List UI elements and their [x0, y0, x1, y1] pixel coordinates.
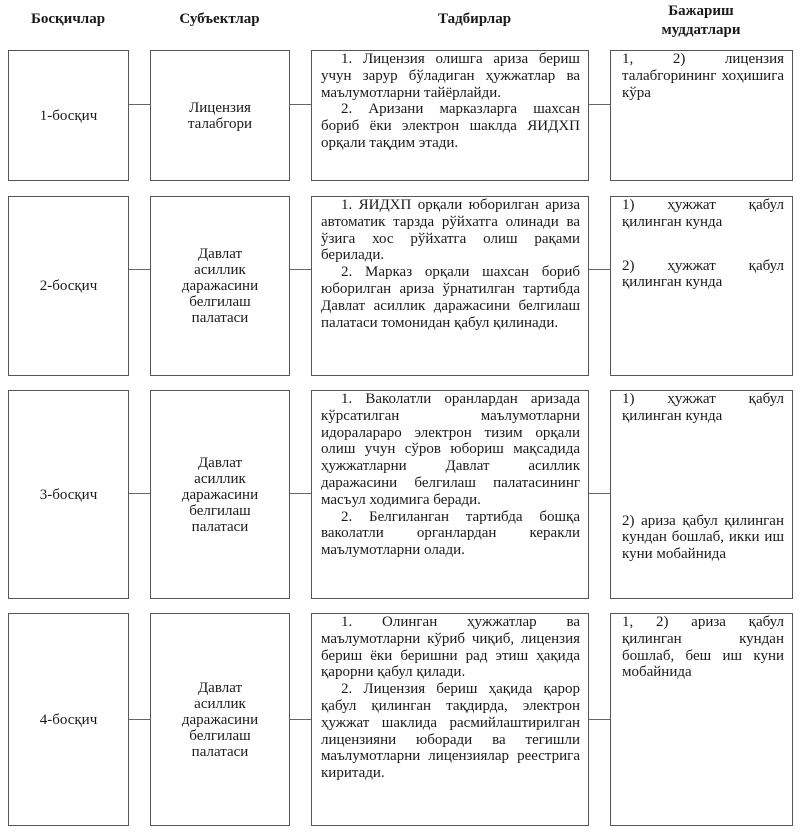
subject-line: палатаси: [191, 518, 249, 535]
stage-box: [8, 613, 129, 826]
header-deadlines-line1: Бажариш: [668, 3, 734, 19]
stage-label: 2-босқич: [39, 278, 98, 294]
deadline-item: 2) ҳужжат қабул қилинган кунда: [622, 257, 784, 291]
subject-line: белгилаш: [189, 294, 251, 310]
header-deadlines-line2: муддатлари: [661, 22, 741, 38]
subject-box: [150, 50, 290, 181]
deadline-item: 1) ҳужжат қабул қилинган кунда: [622, 391, 784, 424]
actions-box: [311, 50, 589, 181]
connector-line: [589, 269, 610, 270]
stage-box: [8, 196, 129, 376]
subject-line: асиллик: [194, 470, 246, 487]
action-item: 1. Олинган ҳужжатлар ва маълумотларни кўриб чиқиб, лицензия бериш ёки беришни рад этиш ҳақида қарорни қабул қилади.: [321, 614, 580, 681]
connector-line: [589, 104, 610, 105]
actions-box: [311, 390, 589, 599]
subject-line: асиллик: [194, 262, 246, 278]
subject-box: [150, 613, 290, 826]
header-deadlines: [610, 2, 792, 40]
action-item: 2. Белгиланган тартибда бошқа ваколатли органлардан керакли маълумотларни олади.: [321, 508, 580, 559]
connector-line: [290, 493, 311, 494]
subject-line: даражасини: [181, 711, 259, 728]
deadline-item: 2) ариза қабул қилинган кундан бошлаб, икки иш куни мобайнида: [622, 512, 784, 563]
subject-line: асиллик: [194, 695, 246, 712]
connector-line: [589, 719, 610, 720]
subject-line: палатаси: [191, 310, 249, 326]
actions-box: [311, 613, 589, 826]
deadline-item: 1, 2) ариза қабул қилинган кундан бошлаб, беш иш куни мобайнида: [622, 614, 784, 681]
subject-line: даражасини: [181, 278, 259, 294]
connector-line: [129, 104, 150, 105]
subject-box: [150, 390, 290, 599]
subject-line: белгилаш: [189, 727, 251, 744]
action-item: 1. Лицензия олишга ариза бериш учун зарур бўладиган ҳужжатлар ва маълумотларни тайёрлайди.: [321, 51, 580, 101]
connector-line: [129, 269, 150, 270]
subject-line: талабгори: [187, 115, 253, 132]
deadline-item: 1, 2) лицензия талабгорининг хоҳишига кўра: [622, 51, 784, 101]
header-subjects: Субъектлар: [179, 11, 260, 27]
subject-line: даражасини: [181, 486, 259, 503]
connector-line: [129, 493, 150, 494]
header-stages: Босқичлар: [30, 11, 106, 27]
subject-box: [150, 196, 290, 376]
action-item: 1. ЯИДХП орқали юборилган ариза автоматик тарзда рўйхатга олинади ва ўзига хос рўйхатга олиш рақами берилади.: [321, 197, 580, 264]
subject-line: белгилаш: [189, 502, 251, 519]
stage-label: 1-босқич: [39, 107, 98, 124]
action-item: 2. Лицензия бериш ҳақида қарор қабул қилинган тақдирда, электрон ҳужжат шаклида расмийлаштирилган лицензияни юборади ва тегишли маълумотларни лицензиялар реестрига киритади.: [321, 681, 580, 782]
deadline-item: 1) ҳужжат қабул қилинган кунда: [622, 197, 784, 230]
connector-line: [290, 104, 311, 105]
deadline-box: [610, 50, 793, 181]
action-item: 1. Ваколатли оранлардан аризада кўрсатилган маълумотларни идоралараро электрон тизим орқали олиш учун сўров юбориш мақсадида ҳужжатларни Давлат асиллик даражасини белгилаш палатасининг масъул ходимига беради.: [321, 391, 580, 508]
subject-line: Давлат: [197, 454, 243, 471]
subject-line: Давлат: [197, 679, 243, 696]
connector-line: [290, 719, 311, 720]
deadline-box: [610, 613, 793, 826]
connector-line: [589, 493, 610, 494]
deadline-box: [610, 196, 793, 376]
action-item: 2. Аризани марказларга шахсан бориб ёки электрон шаклда ЯИДХП орқали тақдим этади.: [321, 101, 580, 151]
header-actions: Тадбирлар: [437, 11, 512, 27]
action-item: 2. Марказ орқали шахсан бориб юборилган ариза ўрнатилган тартибда Давлат асиллик даражасини белгилаш палатаси томонидан қабул қилинади.: [321, 264, 580, 331]
connector-line: [290, 269, 311, 270]
deadline-box: [610, 390, 793, 599]
subject-line: Давлат: [197, 246, 243, 262]
connector-line: [129, 719, 150, 720]
subject-line: Лицензия: [189, 99, 251, 116]
stage-label: 3-босқич: [39, 486, 98, 503]
subject-line: палатаси: [191, 743, 249, 760]
stage-label: 4-босқич: [39, 711, 98, 728]
stage-box: [8, 390, 129, 599]
stage-box: [8, 50, 129, 181]
actions-box: [311, 196, 589, 376]
